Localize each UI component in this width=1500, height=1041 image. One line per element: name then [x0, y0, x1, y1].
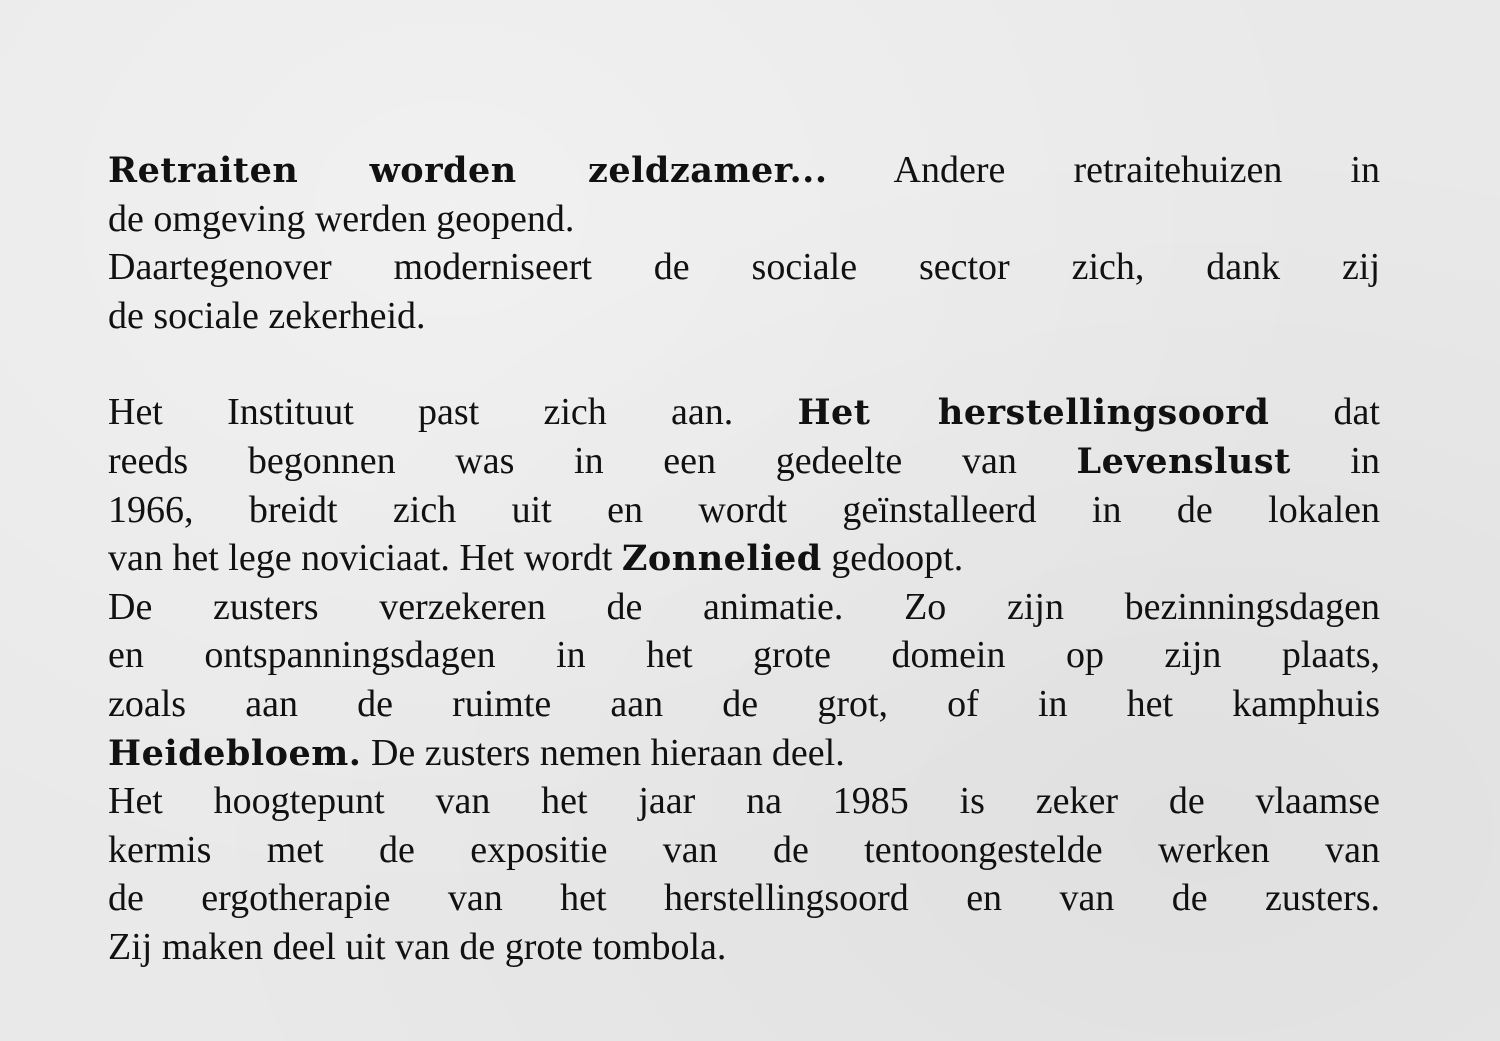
text-line: en ontspanningsdagen in het grote domein op zijn plaats, — [108, 634, 1380, 677]
text-line: de sociale zekerheid. — [108, 294, 426, 337]
text-line — [108, 437, 1380, 486]
text-line: Zij maken deel uit van de grote tombola. — [108, 925, 727, 968]
text-span: van het lege noviciaat. Het wordt — [108, 537, 622, 580]
text-span: gedoopt. — [821, 537, 964, 580]
text-line — [108, 729, 1380, 778]
bold-term: Levenslust — [1076, 440, 1291, 482]
text-line: de ergotherapie van het herstellingsoord en van de zusters. — [108, 877, 1380, 920]
text-line: Het hoogtepunt van het jaar na 1985 is zeker de vlaamse — [108, 780, 1380, 823]
text-span: reeds begonnen was in een gedeelte van — [108, 439, 1077, 482]
text-span: De zusters nemen hieraan deel. — [361, 731, 845, 774]
document-text — [108, 146, 1380, 972]
text-line — [108, 534, 1380, 583]
text-span: Andere retraitehuizen in — [827, 149, 1380, 191]
text-line: de omgeving werden geopend. — [108, 197, 575, 240]
paragraph-gap — [108, 340, 1380, 388]
text-line: 1966, breidt zich uit en wordt geïnstalleerd in de lokalen — [108, 488, 1380, 531]
text-span: Het Instituut past zich aan. — [108, 391, 798, 434]
text-line: Daartegenover moderniseert de sociale sector zich, dank zij — [108, 246, 1380, 289]
bold-heading: Retraiten worden zeldzamer... — [108, 150, 828, 191]
text-line: zoals aan de ruimte aan de grot, of in het kamphuis — [108, 682, 1380, 725]
text-line — [108, 388, 1380, 437]
text-span: in — [1290, 439, 1380, 482]
text-line: kermis met de expositie van de tentoongestelde werken van — [108, 828, 1380, 871]
bold-term: Het herstellingsoord — [797, 392, 1270, 434]
text-line: De zusters verzekeren de animatie. Zo zijn bezinningsdagen — [108, 585, 1380, 628]
bold-term: Heidebloem. — [108, 732, 362, 774]
bold-term: Zonnelied — [621, 538, 822, 580]
text-line — [108, 146, 1380, 195]
text-span: dat — [1269, 391, 1380, 434]
